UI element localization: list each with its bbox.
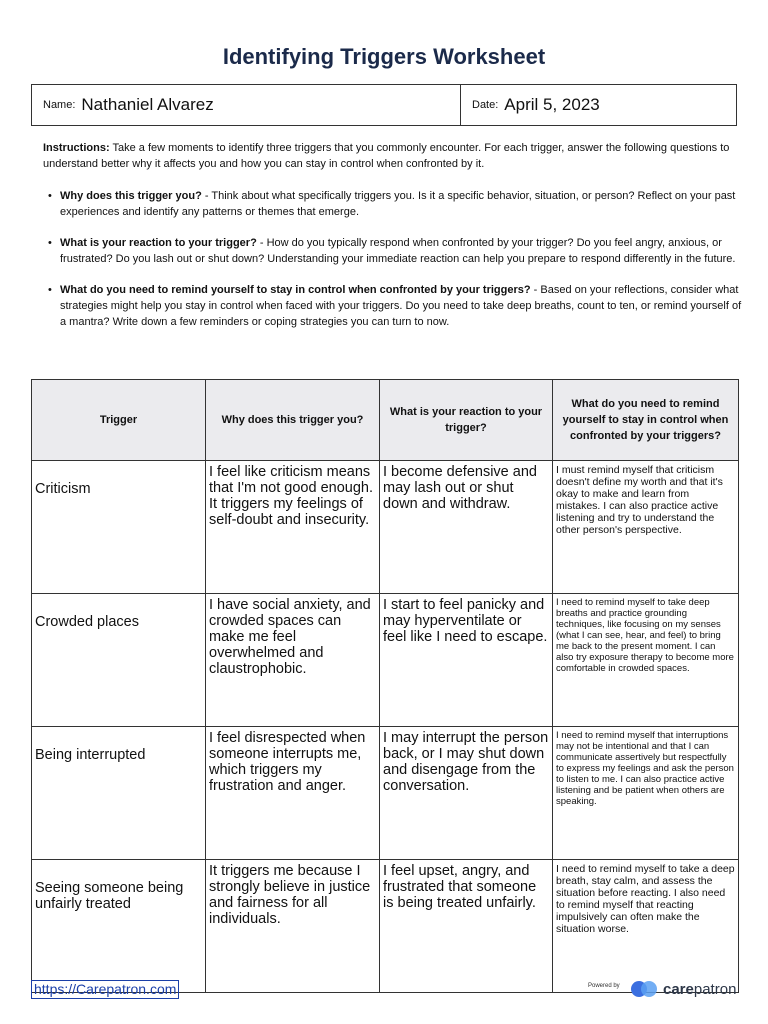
table-row bbox=[32, 860, 739, 993]
why-cell[interactable]: I have social anxiety, and crowded spaces can make me feel overwhelmed and claustrophobic. bbox=[206, 594, 380, 727]
header-trigger: Trigger bbox=[32, 380, 206, 461]
bullet-text: - Based on your reflections, consider what strategies might help you stay in control when faced with your triggers. Do you need to take deep breaths, count to ten, or remind yourself of a mantra? Write down a few reminders or coping strategies you can turn to now. bbox=[60, 284, 742, 328]
name-date-box bbox=[31, 84, 737, 126]
instructions bbox=[43, 140, 743, 172]
remind-cell[interactable]: I need to remind myself to take a deep breath, stay calm, and assess the situation before reacting. I also need to remind myself that reacting impulsively can often make the situation worse. bbox=[553, 860, 739, 993]
header-why: Why does this trigger you? bbox=[206, 380, 380, 461]
remind-cell[interactable]: I need to remind myself that interruptions may not be intentional and that I can communicate assertively but respectfully to express my feelings and ask the person to listen to me. I can also practice active listening and be patient when others are speaking. bbox=[553, 727, 739, 860]
bullet-item bbox=[43, 188, 743, 220]
bullet-heading: What is your reaction to your trigger? bbox=[60, 237, 257, 249]
trigger-cell[interactable]: Being interrupted bbox=[32, 727, 206, 860]
bullet-heading: What do you need to remind yourself to stay in control when confronted by your triggers? bbox=[60, 284, 531, 296]
instructions-label: Instructions: bbox=[43, 142, 110, 154]
name-label: Name: bbox=[43, 99, 76, 111]
carepatron-logo-icon bbox=[630, 979, 660, 999]
powered-by-text: Powered by bbox=[588, 983, 620, 989]
name-value: Nathaniel Alvarez bbox=[81, 95, 214, 114]
reaction-cell[interactable]: I may interrupt the person back, or I may shut down and disengage from the conversation. bbox=[380, 727, 553, 860]
trigger-cell[interactable]: Crowded places bbox=[32, 594, 206, 727]
trigger-cell[interactable]: Criticism bbox=[32, 461, 206, 594]
date-field[interactable] bbox=[461, 85, 736, 125]
header-reaction: What is your reaction to your trigger? bbox=[380, 380, 553, 461]
carepatron-wordmark bbox=[663, 981, 736, 998]
remind-cell[interactable]: I must remind myself that criticism doesn't define my worth and that it's okay to make and learn from mistakes. I can also practice active listening and try to understand the other person's perspective. bbox=[553, 461, 739, 594]
instructions-text: Take a few moments to identify three triggers that you commonly encounter. For each trigger, answer the following questions to understand better why it affects you and how you can stay in control when confronted by it. bbox=[43, 142, 730, 170]
date-label: Date: bbox=[472, 99, 499, 111]
reaction-cell[interactable]: I become defensive and may lash out or shut down and withdraw. bbox=[380, 461, 553, 594]
bullet-text: - How do you typically respond when confronted by your trigger? Do you feel angry, anxious, or frustrated? Do you lash out or shut down? Understanding your immediate reaction can help you prepare to respond differently in the future. bbox=[60, 237, 736, 265]
why-cell[interactable]: It triggers me because I strongly believe in justice and fairness for all individuals. bbox=[206, 860, 380, 993]
header-remind: What do you need to remind yourself to stay in control when confronted by your triggers? bbox=[553, 380, 739, 461]
bullet-heading: Why does this trigger you? bbox=[60, 190, 202, 202]
carepatron-logo[interactable] bbox=[630, 979, 736, 999]
why-cell[interactable]: I feel like criticism means that I'm not good enough. It triggers my feelings of self-doubt and insecurity. bbox=[206, 461, 380, 594]
instruction-bullets bbox=[43, 188, 743, 345]
table-row bbox=[32, 594, 739, 727]
date-value: April 5, 2023 bbox=[504, 95, 600, 114]
brand-bold: care bbox=[663, 980, 694, 998]
trigger-cell[interactable]: Seeing someone being unfairly treated bbox=[32, 860, 206, 993]
table-row bbox=[32, 461, 739, 594]
remind-cell[interactable]: I need to remind myself to take deep breaths and practice grounding techniques, like focusing on my senses (what I can see, hear, and feel) to bring me back to the present moment. I can also try exposure therapy to become more comfortable in crowded spaces. bbox=[553, 594, 739, 727]
reaction-cell[interactable]: I start to feel panicky and may hyperventilate or feel like I need to escape. bbox=[380, 594, 553, 727]
bullet-item bbox=[43, 235, 743, 267]
page-title: Identifying Triggers Worksheet bbox=[222, 44, 546, 69]
table-header-row bbox=[32, 380, 739, 461]
bullet-item bbox=[43, 282, 743, 330]
triggers-table bbox=[31, 379, 739, 993]
name-field[interactable] bbox=[32, 85, 461, 125]
brand-rest: patron bbox=[693, 980, 737, 998]
bullet-text: - Think about what specifically triggers you. Is it a specific behavior, situation, or person? Reflect on your past experiences and identify any patterns or themes that emerge. bbox=[60, 190, 736, 218]
carepatron-link[interactable]: https://Carepatron.com bbox=[31, 980, 179, 999]
table-row bbox=[32, 727, 739, 860]
reaction-cell[interactable]: I feel upset, angry, and frustrated that someone is being treated unfairly. bbox=[380, 860, 553, 993]
why-cell[interactable]: I feel disrespected when someone interrupts me, which triggers my frustration and anger. bbox=[206, 727, 380, 860]
